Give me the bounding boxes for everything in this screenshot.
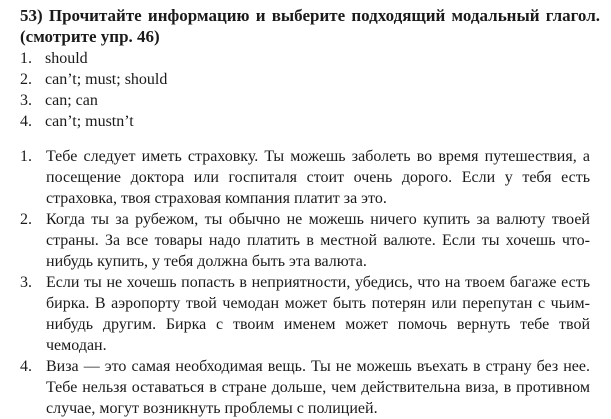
translation-text: Если ты не хочешь попасть в неприятности, убедись, что на твоем багаже есть бирка. В аэропорту твой чемодан может быть потерян или перепутан с чьим-нибудь другим. Бирка с твоим именем может помочь вернуть тебе твой чемодан.: [46, 274, 590, 354]
translation-text: Виза — это самая необходимая вещь. Ты не можешь въехать в страну без нее. Тебе нельзя оставаться в стране дольше, чем действительна виза, в противном случае, могут возникнуть проблемы с полицией.: [46, 358, 590, 417]
item-number: 2.: [20, 211, 32, 228]
translation-list: [20, 146, 590, 419]
answer-list: [20, 48, 420, 132]
item-number: 2.: [20, 71, 32, 88]
list-item: [20, 69, 420, 90]
list-item: [20, 48, 420, 69]
list-item: [20, 272, 590, 356]
answer-text: can’t; must; should: [45, 71, 168, 88]
list-item: [20, 90, 420, 111]
answer-text: can; can: [45, 92, 98, 109]
translation-text: Когда ты за рубежом, ты обычно не можешь ничего купить за валюту твоей страны. За все товары надо платить в местной валюте. Если ты хочешь что-нибудь купить, у тебя должна быть эта валюта.: [46, 211, 590, 270]
item-number: 1.: [20, 148, 32, 165]
item-number: 3.: [20, 92, 32, 109]
item-number: 1.: [20, 50, 32, 67]
list-item: [20, 146, 590, 209]
exercise-title: 53) Прочитайте информацию и выберите подходящий модальный глагол. (смотрите упр. 46): [20, 6, 600, 46]
item-number: 4.: [20, 358, 32, 375]
list-item: [20, 209, 590, 272]
translation-text: Тебе следует иметь страховку. Ты можешь заболеть во время путешествия, а посещение доктора или госпиталя стоит очень дорого. Если у тебя есть страховка, твоя страховая компания платит за это.: [46, 148, 590, 207]
answer-text: can’t; mustn’t: [45, 113, 134, 130]
list-item: [20, 356, 590, 419]
answer-text: should: [45, 50, 88, 67]
item-number: 4.: [20, 113, 32, 130]
item-number: 3.: [20, 274, 32, 291]
list-item: [20, 111, 420, 132]
